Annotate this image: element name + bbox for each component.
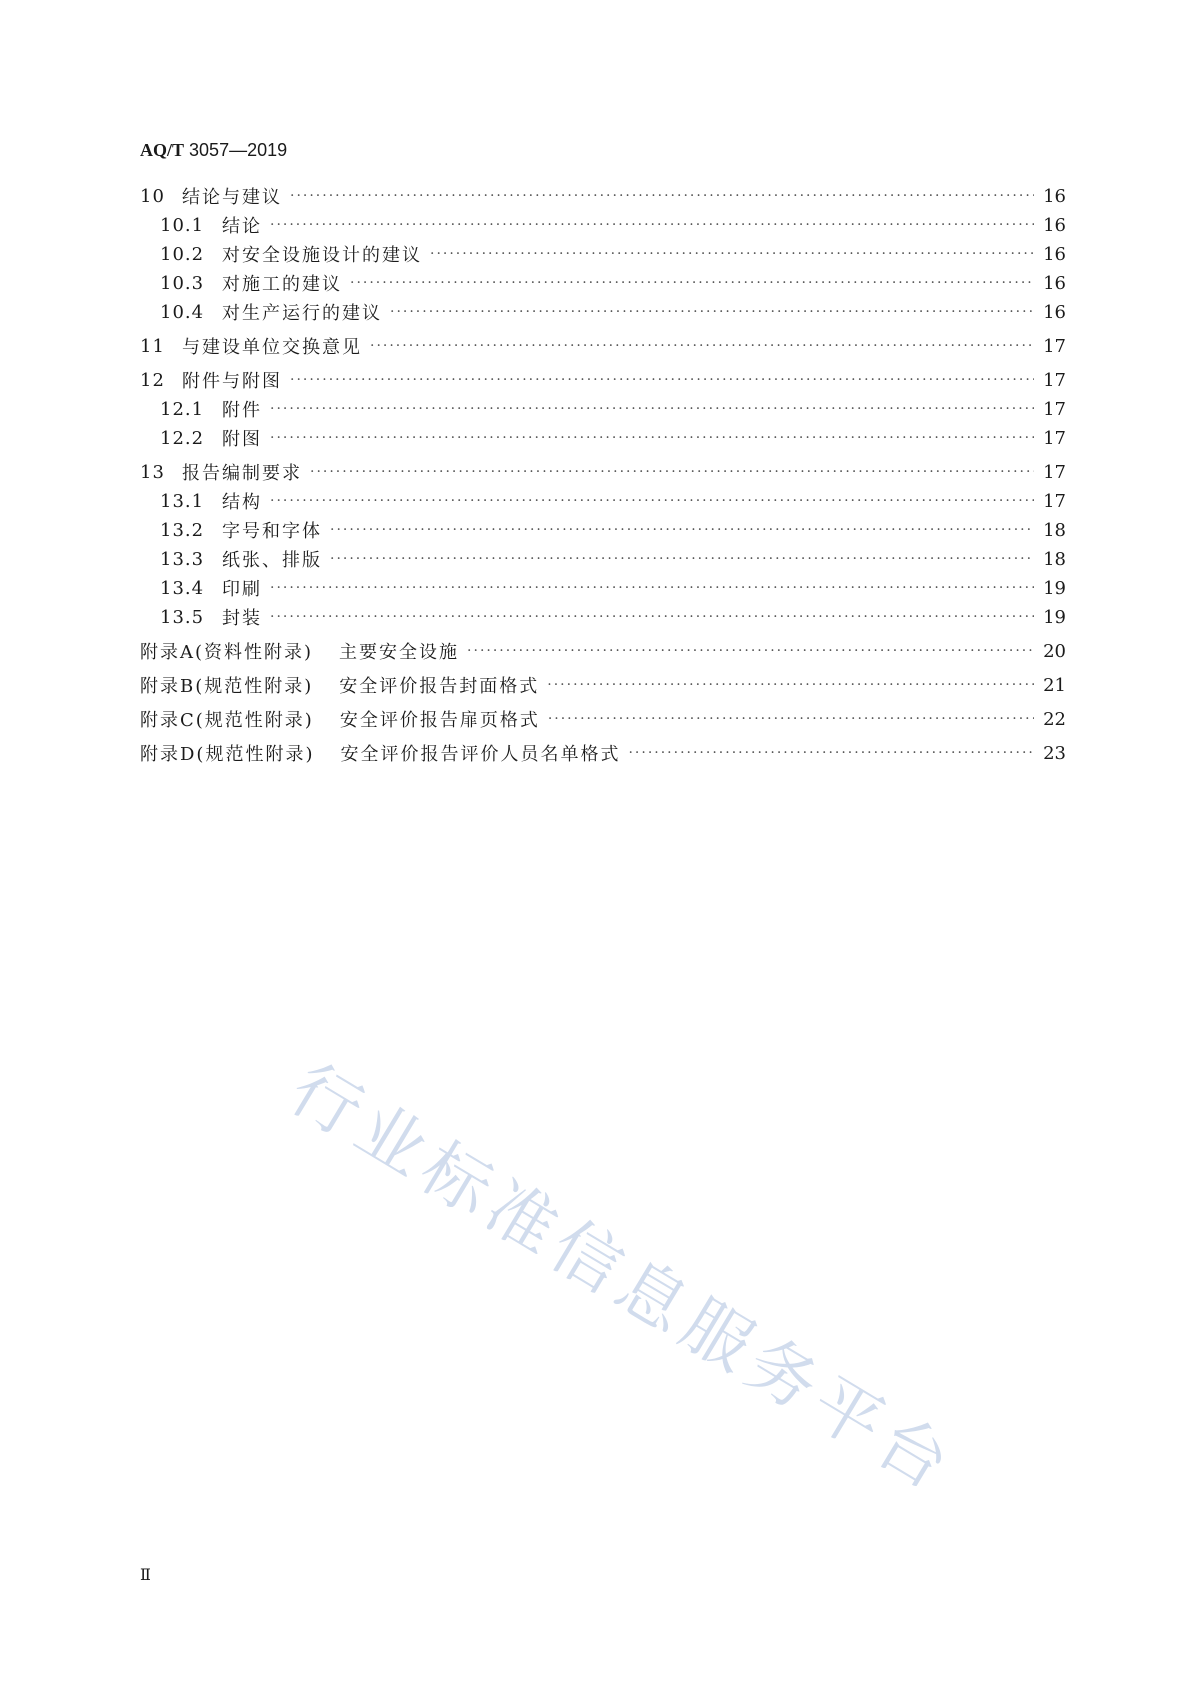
toc-entry-number: 13.3 bbox=[160, 548, 205, 570]
toc-entry-title: 结构 bbox=[222, 492, 262, 513]
toc-entry-number: 13.1 bbox=[160, 490, 205, 512]
toc-entry-title: 安全评价报告封面格式 bbox=[339, 676, 540, 697]
toc-entry-page: 21 bbox=[1043, 674, 1066, 696]
toc-entry-page: 19 bbox=[1043, 577, 1066, 599]
toc-entry-title: 封装 bbox=[222, 608, 262, 629]
toc-entry-number: 13.5 bbox=[160, 606, 205, 628]
toc-entry-number: 10.2 bbox=[160, 243, 205, 265]
toc-entry[interactable] bbox=[160, 546, 1066, 572]
toc-entry[interactable] bbox=[140, 183, 1066, 209]
toc-entry-title: 印刷 bbox=[222, 579, 262, 600]
toc-entry-title: 主要安全设施 bbox=[339, 642, 460, 663]
toc-entry-title: 安全评价报告评价人员名单格式 bbox=[340, 744, 621, 765]
toc-leader-dots bbox=[430, 245, 1034, 263]
toc-entry-number: 12.2 bbox=[160, 427, 205, 449]
toc-leader-dots bbox=[310, 463, 1034, 481]
toc-entry[interactable] bbox=[160, 425, 1066, 451]
toc-entry-title: 附图 bbox=[222, 429, 262, 450]
toc-entry-page: 18 bbox=[1043, 519, 1066, 541]
toc-entry-title: 对生产运行的建议 bbox=[222, 303, 382, 324]
page-number: Ⅱ bbox=[140, 1565, 151, 1584]
toc-entry[interactable] bbox=[160, 241, 1066, 267]
toc-entry-title: 字号和字体 bbox=[222, 521, 322, 542]
toc-entry[interactable] bbox=[160, 270, 1066, 296]
toc-leader-dots bbox=[548, 710, 1034, 728]
toc-entry-number: 附录B(规范性附录) bbox=[140, 676, 314, 697]
toc-entry-page: 16 bbox=[1043, 243, 1066, 265]
toc-entry-title: 对安全设施设计的建议 bbox=[222, 245, 422, 266]
toc-entry[interactable] bbox=[140, 459, 1066, 485]
toc-entry[interactable] bbox=[160, 396, 1066, 422]
toc-entry[interactable] bbox=[140, 740, 1066, 766]
toc-leader-dots bbox=[350, 274, 1034, 292]
toc-entry-number: 附录D(规范性附录) bbox=[140, 744, 315, 765]
toc-entry-page: 16 bbox=[1043, 272, 1066, 294]
toc-entry[interactable] bbox=[140, 367, 1066, 393]
toc-entry-number: 13 bbox=[140, 461, 165, 483]
toc-entry-number: 10.4 bbox=[160, 301, 205, 323]
toc-leader-dots bbox=[270, 429, 1034, 447]
toc-entry-title: 结论 bbox=[222, 216, 262, 237]
toc-entry-title: 与建设单位交换意见 bbox=[182, 337, 362, 358]
toc-entry-title: 附件 bbox=[222, 400, 262, 421]
toc-entry-number: 10.1 bbox=[160, 214, 205, 236]
toc-leader-dots bbox=[270, 579, 1034, 597]
toc-entry-page: 16 bbox=[1043, 214, 1066, 236]
toc-leader-dots bbox=[290, 371, 1034, 389]
toc-entry[interactable] bbox=[140, 706, 1066, 732]
toc-entry-number: 12 bbox=[140, 369, 165, 391]
toc-entry-title: 安全评价报告扉页格式 bbox=[339, 710, 540, 731]
toc-leader-dots bbox=[270, 400, 1034, 418]
toc-entry-page: 20 bbox=[1043, 640, 1066, 662]
standard-number: 3057—2019 bbox=[189, 140, 288, 160]
toc-entry-number: 11 bbox=[140, 335, 165, 357]
standard-code: AQ/T bbox=[140, 140, 185, 160]
toc-entry[interactable] bbox=[160, 604, 1066, 630]
toc-leader-dots bbox=[467, 642, 1034, 660]
toc-leader-dots bbox=[270, 608, 1034, 626]
toc-entry[interactable] bbox=[140, 672, 1066, 698]
toc-leader-dots bbox=[547, 676, 1034, 694]
toc-entry-title: 报告编制要求 bbox=[182, 463, 302, 484]
toc-entry-page: 19 bbox=[1043, 606, 1066, 628]
toc-entry[interactable] bbox=[160, 575, 1066, 601]
toc-leader-dots bbox=[628, 744, 1034, 762]
toc-entry[interactable] bbox=[140, 638, 1066, 664]
watermark: 行业标准信息服务平台 bbox=[276, 1049, 969, 1509]
toc-entry[interactable] bbox=[160, 517, 1066, 543]
toc-leader-dots bbox=[290, 187, 1034, 205]
toc-entry-number: 10.3 bbox=[160, 272, 205, 294]
toc-entry-page: 17 bbox=[1043, 369, 1066, 391]
toc-leader-dots bbox=[270, 216, 1034, 234]
toc-entry-page: 16 bbox=[1043, 185, 1066, 207]
document-header bbox=[140, 140, 287, 161]
toc-entry-number: 10 bbox=[140, 185, 165, 207]
toc-entry-page: 23 bbox=[1043, 742, 1066, 764]
toc-entry-title: 结论与建议 bbox=[182, 187, 282, 208]
toc-entry-page: 16 bbox=[1043, 301, 1066, 323]
toc-entry-page: 18 bbox=[1043, 548, 1066, 570]
toc-entry-page: 17 bbox=[1043, 427, 1066, 449]
toc-entry-page: 17 bbox=[1043, 461, 1066, 483]
toc-entry[interactable] bbox=[140, 333, 1066, 359]
toc-leader-dots bbox=[330, 550, 1034, 568]
toc-entry[interactable] bbox=[160, 299, 1066, 325]
toc-entry-number: 13.4 bbox=[160, 577, 205, 599]
toc-entry-page: 17 bbox=[1043, 335, 1066, 357]
toc-entry-title: 对施工的建议 bbox=[222, 274, 342, 295]
toc-entry-number: 附录C(规范性附录) bbox=[140, 710, 314, 731]
toc-entry-page: 17 bbox=[1043, 490, 1066, 512]
toc-entry-number: 附录A(资料性附录) bbox=[140, 642, 314, 663]
toc-entry-number: 12.1 bbox=[160, 398, 205, 420]
toc-leader-dots bbox=[390, 303, 1034, 321]
toc-leader-dots bbox=[330, 521, 1034, 539]
toc-entry-title: 纸张、排版 bbox=[222, 550, 322, 571]
toc-entry-title: 附件与附图 bbox=[182, 371, 282, 392]
toc-entry-number: 13.2 bbox=[160, 519, 205, 541]
toc-entry[interactable] bbox=[160, 212, 1066, 238]
toc-entry-page: 22 bbox=[1043, 708, 1066, 730]
toc-entry-page: 17 bbox=[1043, 398, 1066, 420]
toc-entry[interactable] bbox=[160, 488, 1066, 514]
toc-leader-dots bbox=[370, 337, 1034, 355]
toc-leader-dots bbox=[270, 492, 1034, 510]
